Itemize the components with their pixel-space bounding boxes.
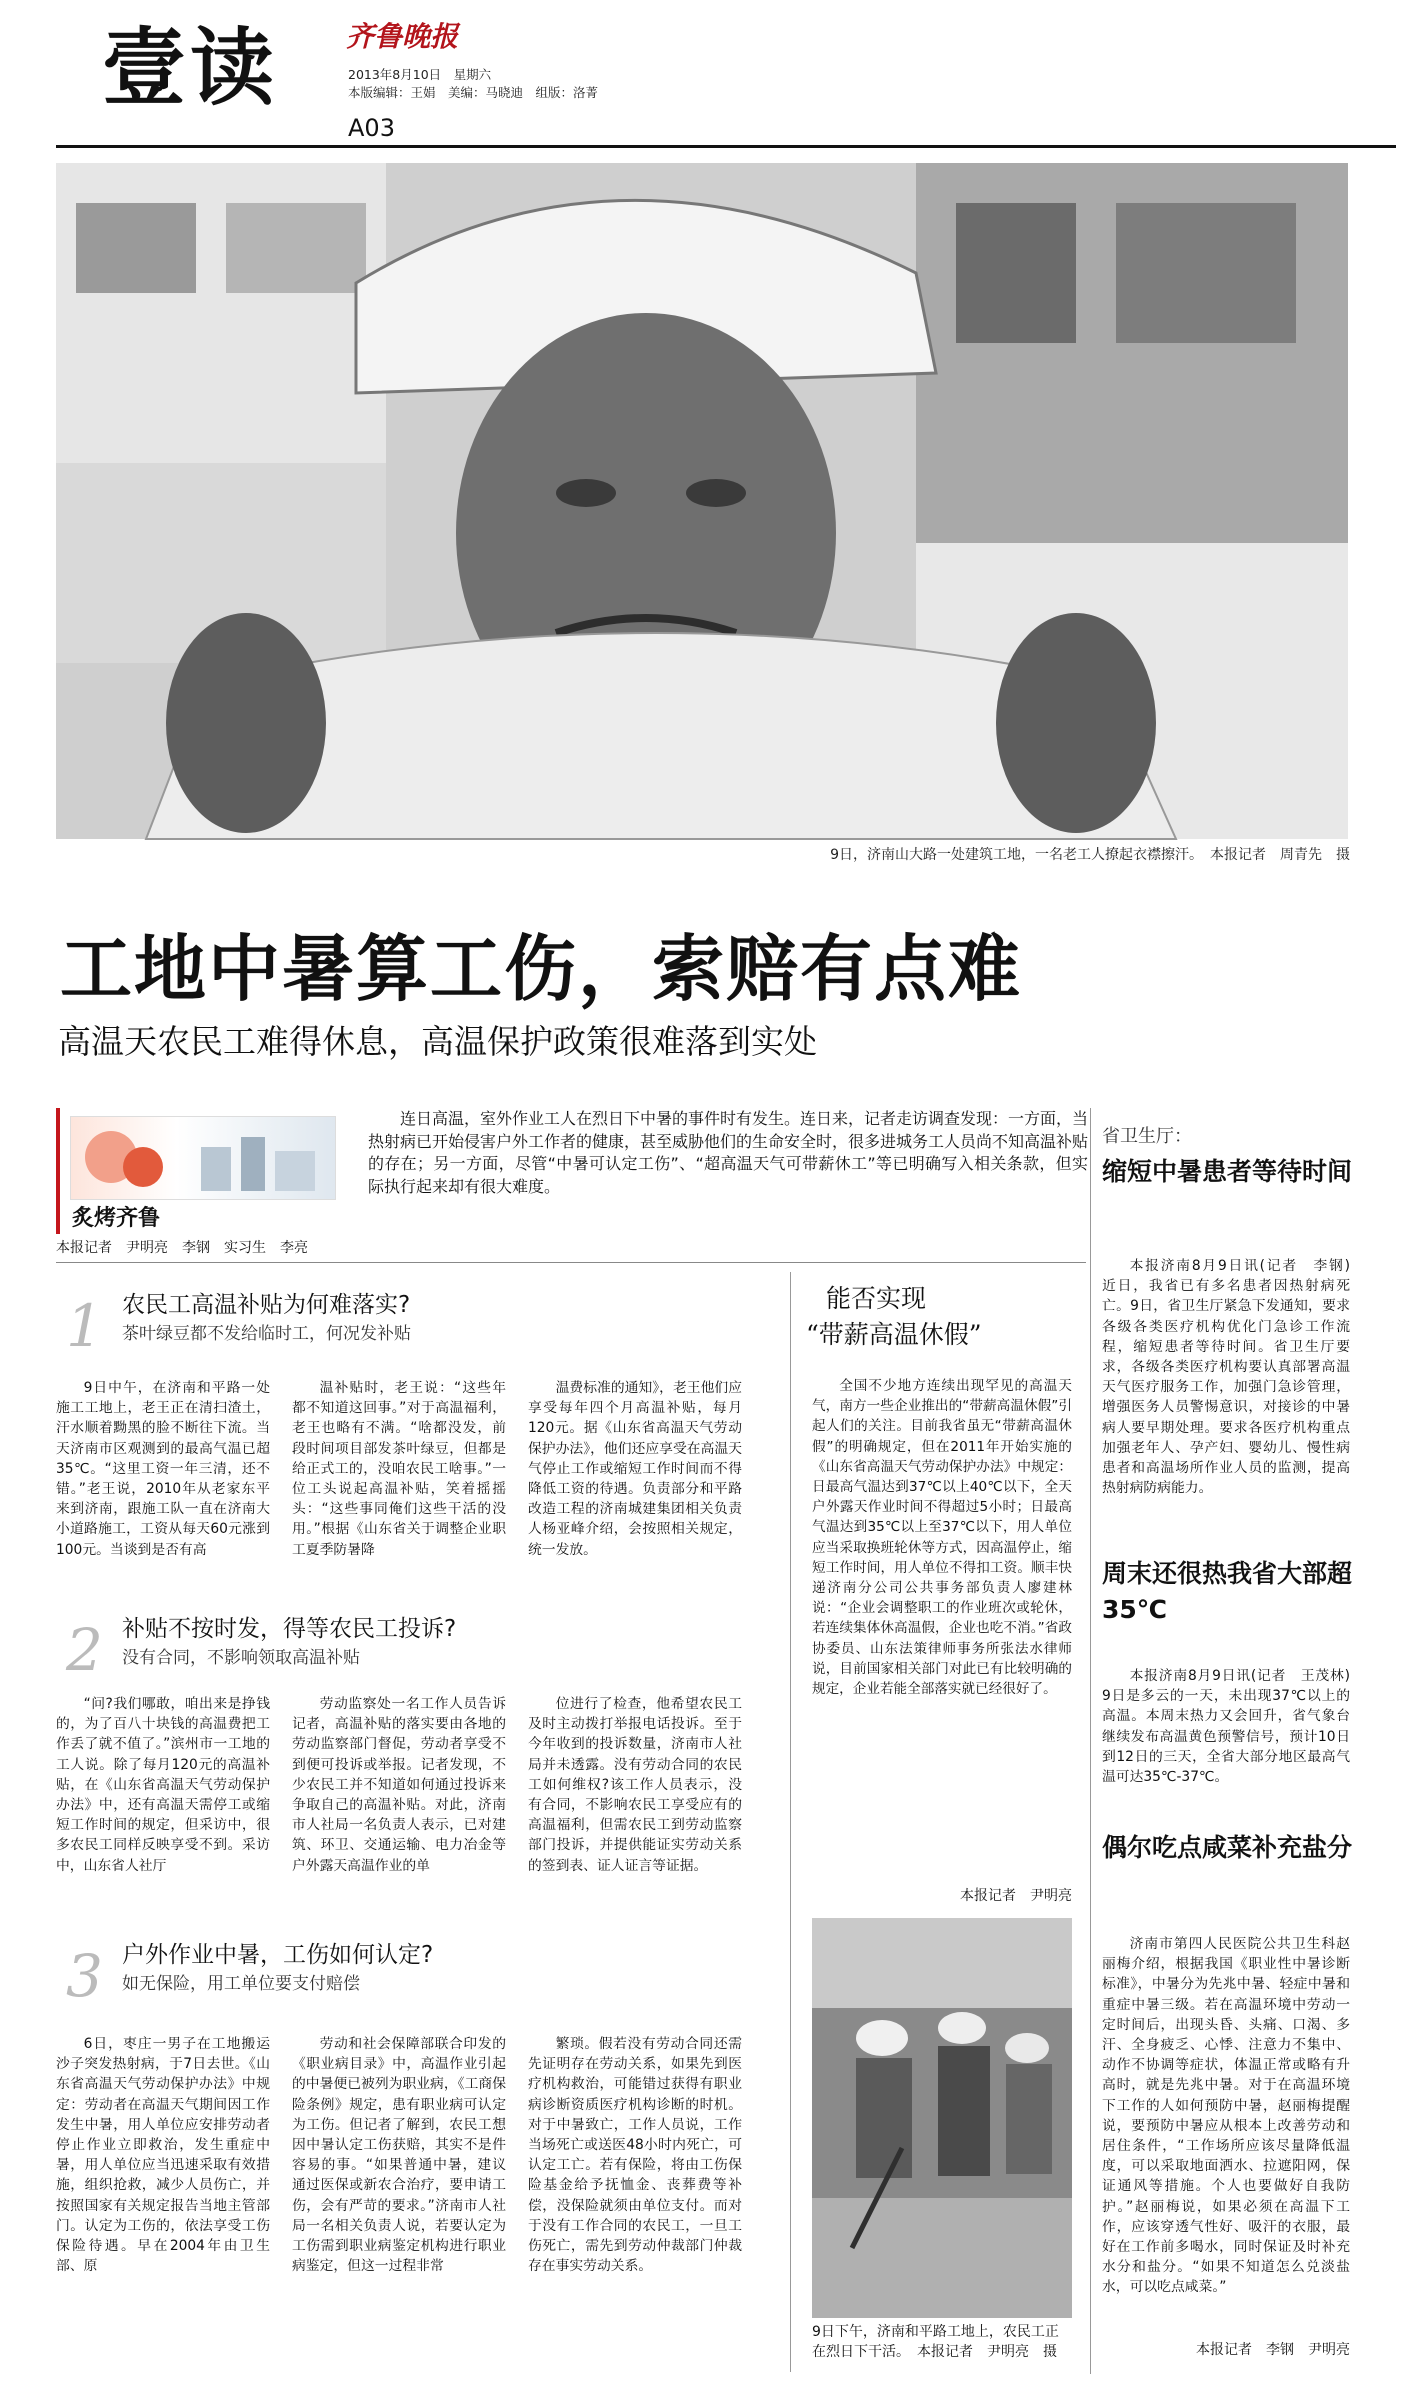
- section-2-text-3: 位进行了检查，他希望农民工及时主动拨打举报电话投诉。至于今年收到的投诉数量，济南市人社局并未透露。没有劳动合同的农民工如何维权?该工作人员表示，没有合同，不影响农民工享受应有的高温福利，但需农民工到劳动监察部门投诉，并提供能证实劳动关系的签到表、证人证言等证据。: [528, 1696, 742, 1874]
- worksite-photo-illustration: [812, 1918, 1072, 2318]
- masthead-info: [348, 66, 748, 102]
- photo-caption: 9日，济南山大路一处建筑工地，一名老工人撩起衣襟擦汗。 本报记者 周青先 摄: [830, 847, 1350, 863]
- section-1-number: 1: [66, 1292, 103, 1360]
- mid-column-title-2: “带薪高温休假”: [806, 1320, 982, 1349]
- section-2-col-2: [292, 1694, 506, 1908]
- section-1-subtitle: 茶叶绿豆都不发给临时工，何况发补贴: [122, 1324, 411, 1344]
- page-number: A03: [348, 114, 395, 142]
- section-3-text-1: 6日，枣庄一男子在工地搬运沙子突发热射病，于7日去世。《山东省高温天气劳动保护办法》中规定：劳动者在高温天气期间因工作发生中暑，用人单位应安排劳动者停止作业立即救治，发生重症中暑，用人单位应当迅速采取有效措施，组织抢救，减少人员伤亡，并按照国家有关规定报告当地主管部门。认定为工伤的，依法享受工伤保险待遇。早在2004年由卫生部、原: [56, 2036, 270, 2275]
- column-rule: [790, 1272, 791, 2372]
- section-2-number: 2: [66, 1616, 103, 1684]
- section-3-col-1: [56, 2034, 270, 2374]
- section-3-text-2: 劳动和社会保障部联合印发的《职业病目录》中，高温作业引起的中暑便已被列为职业病，《工商保险条例》规定，患有职业病可认定为工伤。但记者了解到，农民工想因中暑认定工伤获赔，其实不是件容易的事。“如果普通中暑，建议通过医保或新农合治疗，要申请工伤，会有严苛的要求。”济南市人社局一名相关负责人说，若要认定为工伤需到职业病鉴定机构进行职业病鉴定，但这一过程非常: [292, 2036, 506, 2275]
- worksite-photo-caption: 9日下午，济南和平路工地上，农民工正在烈日下干活。 本报记者 尹明亮 摄: [812, 2324, 1059, 2360]
- column-logo-image: [70, 1116, 336, 1200]
- section-3-col-2: [292, 2034, 506, 2374]
- section-2-text-1: “问?我们哪敢，咱出来是挣钱的，为了百八十块钱的高温费把工作丢了就不值了。”滨州市一工地的工人说。除了每月120元的高温补贴，在《山东省高温天气劳动保护办法》中，还有高温天需停工或缩短工作时间的规定，但采访中，很多农民工同样反映享受不到。采访中，山东省人社厅: [56, 1696, 270, 1874]
- section-1-col-1: [56, 1378, 270, 1590]
- lead-photo: [56, 163, 1348, 839]
- sidebar-item-2-text: 本报济南8月9日讯(记者 王茂林) 9日是多云的一天，未出现37℃以上的高温。本周末热力又会回升，省气象台继续发布高温黄色预警信号，预计10日到12日的三天，全省大部分地区最高气温可达35℃-37℃。: [1102, 1668, 1364, 1786]
- section-1-text-2: 温补贴时，老王说：“这些年都不知道这回事。”对于高温福利，老王也略有不满。“啥都没发，前段时间项目部发茶叶绿豆，但都是给正式工的，没咱农民工啥事。”一位工头说起高温补贴，笑着摇摇头：“这些事同俺们这些干活的没用。”根据《山东省关于调整企业职工夏季防暑降: [292, 1380, 506, 1558]
- mid-column-title-1: 能否实现: [826, 1284, 927, 1313]
- issue-date: 2013年8月10日 星期六: [348, 67, 492, 82]
- section-1-col-3: [528, 1378, 742, 1590]
- section-3-subtitle: 如无保险，用工单位要支付赔偿: [122, 1974, 360, 1994]
- sidebar-rule: [1090, 1108, 1091, 2374]
- mid-column-byline: 本报记者 尹明亮: [960, 1888, 1072, 1904]
- section-1-text-1: 9日中午，在济南和平路一处施工工地上，老王正在清扫渣土，汗水顺着黝黑的脸不断往下流。当天济南市区观测到的最高气温已超35℃。“这里工资一年三清，还不错。”老王说，2010年从老家东平来到济南，跟施工队一直在济南大小道路施工，工资从每天60元涨到100元。当谈到是否有高: [56, 1380, 270, 1558]
- section-3-title: 户外作业中暑，工伤如何认定?: [122, 1942, 434, 1968]
- section-1-text-3: 温费标准的通知》，老王他们应享受每年四个月高温补贴，每月120元。据《山东省高温天气劳动保护办法》，他们还应享受在高温天气停止工作或缩短工作时间而不得降低工资的待遇。负责部分和平路改造工程的济南城建集团相关负责人杨亚峰介绍，会按照相关规定，统一发放。: [528, 1380, 742, 1558]
- worker-photo-illustration: [56, 163, 1348, 839]
- sidebar-label: 省卫生厅：: [1102, 1126, 1192, 1147]
- section-2-col-3: [528, 1694, 742, 1908]
- sidebar-item-2-body: [1102, 1666, 1364, 1816]
- sidebar-item-3-title: 偶尔吃点咸菜补充盐分: [1102, 1833, 1353, 1862]
- sidebar-item-1-title: 缩短中暑患者等待时间: [1102, 1157, 1353, 1186]
- section-3-text-3: 繁琐。假若没有劳动合同还需先证明存在劳动关系，如果先到医疗机构救治，可能错过获得有职业病诊断资质医疗机构诊断的时机。对于中暑致亡，工作人员说，工作当场死亡或送医48小时内死亡，可认定工亡。若有保险，将由工伤保险基金给予抚恤金、丧葬费等补偿，没保险就须由单位支付。而对于没有工作合同的农民工，一旦工伤死亡，需先到劳动仲裁部门仲裁存在事实劳动关系。: [528, 2036, 742, 2275]
- section-2-title: 补贴不按时发，得等农民工投诉?: [122, 1616, 457, 1642]
- worksite-photo: [812, 1918, 1072, 2318]
- masthead: [56, 14, 1396, 148]
- intro-paragraph: [368, 1108, 1088, 1198]
- sidebar-item-1-text: 本报济南8月9日讯(记者 李钢) 近日，我省已有多名患者因热射病死亡。9日，省卫生厅紧急下发通知，要求各级各类医疗机构优化门急诊工作流程，缩短患者等待时间。省卫生厅要求，各级各类医疗机构要认真部署高温天气医疗服务工作，加强门急诊管理，增强医务人员警惕意识，对接诊的中暑病人要早期处理。要求各医疗机构重点加强老年人、孕产妇、婴幼儿、慢性病患者和高温场所作业人员的监测，提高热射病防病能力。: [1102, 1258, 1364, 1497]
- section-1-title: 农民工高温补贴为何难落实?: [122, 1292, 411, 1318]
- section-3-col-3: [528, 2034, 742, 2374]
- sidebar-item-3-body: [1102, 1934, 1350, 2338]
- subheadline: 高温天农民工难得休息，高温保护政策很难落到实处: [58, 1022, 817, 1061]
- heat-illustration: [71, 1117, 335, 1199]
- section-title: 壹读: [102, 18, 279, 117]
- newspaper-brand: 齐鲁晚报: [346, 20, 459, 53]
- editors-line: 本版编辑：王娟 美编：马晓迪 组版：洛菁: [348, 85, 599, 100]
- section-2-text-2: 劳动监察处一名工作人员告诉记者，高温补贴的落实要由各地的劳动监察部门督促，劳动者享受不到便可投诉或举报。记者发现，不少农民工并不知道如何通过投诉来争取自己的高温补贴。对此，济南市人社局一名负责人表示，已对建筑、环卫、交通运输、电力冶金等户外露天高温作业的单: [292, 1696, 506, 1874]
- mid-column-text: 全国不少地方连续出现罕见的高温天气，南方一些企业推出的“带薪高温休假”引起人们的关注。目前我省虽无“带薪高温休假”的明确规定，但在2011年开始实施的《山东省高温天气劳动保护办法》中规定：日最高气温达到37℃以上40℃以下，全天户外露天作业时间不得超过5小时；日最高气温达到35℃以上至37℃以下，用人单位应当采取换班轮休等方式，因高温停止，缩短工作时间，用人单位不得扣工资。顺丰快递济南分公司公共事务部负责人廖建林说：“企业会调整职工的作业班次或轮休，若连续集体休高温假，企业也吃不消。”省政协委员、山东法策律师事务所张法水律师说，目前国家相关部门对此已有比较明确的规定，企业若能全部落实就已经很好了。: [812, 1378, 1072, 1698]
- sidebar-item-3-byline: 本报记者 李钢 尹明亮: [1196, 2342, 1350, 2358]
- column-logo-label: 炙烤齐鲁: [72, 1205, 161, 1231]
- section-2-subtitle: 没有合同，不影响领取高温补贴: [122, 1648, 360, 1668]
- intro-text: 连日高温，室外作业工人在烈日下中暑的事件时有发生。连日来，记者走访调查发现：一方面，当热射病已开始侵害户外工作者的健康，甚至威胁他们的生命安全时，很多进城务工人员尚不知高温补贴的存在；另一方面，尽管“中暑可认定工伤”、“超高温天气可带薪休工”等已明确写入相关条款，但实际执行起来却有很大难度。: [368, 1109, 1089, 1196]
- section-3-number: 3: [66, 1942, 103, 2010]
- column-logo: [56, 1108, 342, 1234]
- divider: [56, 1262, 1086, 1263]
- article-byline: 本报记者 尹明亮 李钢 实习生 李亮: [56, 1240, 308, 1256]
- section-2-col-1: [56, 1694, 270, 1908]
- headline: 工地中暑算工伤，索赔有点难: [60, 926, 1023, 1011]
- sidebar-item-3-text: 济南市第四人民医院公共卫生科赵丽梅介绍，根据我国《职业性中暑诊断标准》，中暑分为先兆中暑、轻症中暑和重症中暑三级。若在高温环境中劳动一定时间后，出现头昏、头痛、口渴、多汗、全身疲乏、心悸、注意力不集中、动作不协调等症状，体温正常或略有升高时，就是先兆中暑。对于在高温环境下工作的人如何预防中暑，赵丽梅提醒说，要预防中暑应从根本上改善劳动和居住条件，“工作场所应该尽量降低温度，可以采取地面洒水、拉遮阳网，保证通风等措施。个人也要做好自我防护。”赵丽梅说，如果必须在高温下工作，应该穿透气性好、吸汗的衣服，最好在工作前多喝水，同时保证及时补充水分和盐分。“如果不知道怎么兑淡盐水，可以吃点咸菜。”: [1102, 1936, 1350, 2296]
- sidebar-item-1-body: [1102, 1256, 1364, 1536]
- section-1-col-2: [292, 1378, 506, 1590]
- sidebar-item-2-title: 周末还很热我省大部超35℃: [1102, 1559, 1353, 1624]
- mid-column-body: [812, 1376, 1072, 1884]
